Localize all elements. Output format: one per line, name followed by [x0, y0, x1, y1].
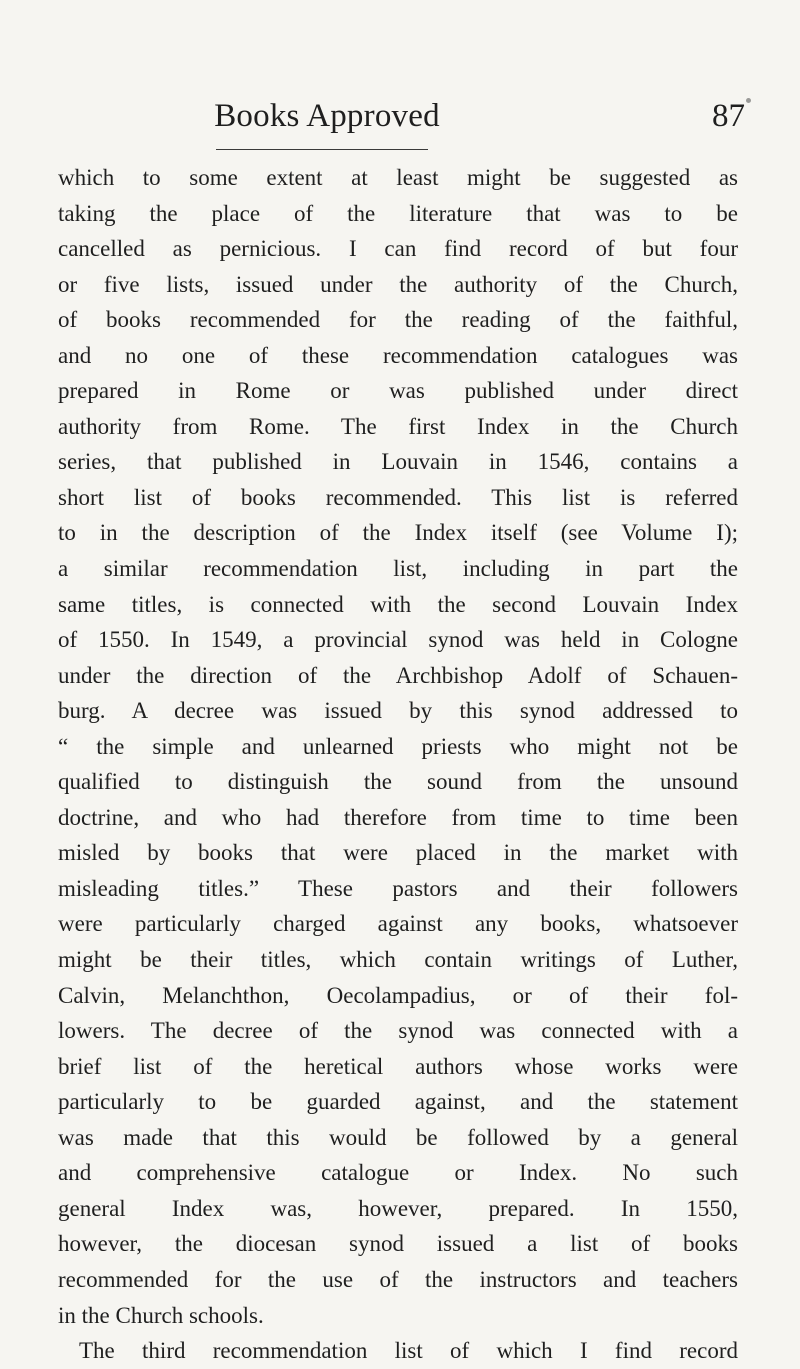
text-line: Calvin, Melanchthon, Oecolampadius, or of their fol- [58, 982, 738, 1008]
text-line: and comprehensive catalogue or Index. No such [58, 1160, 738, 1186]
text-line: was made that this would be followed by a general [58, 1124, 738, 1150]
text-line: taking the place of the literature that was to be [58, 200, 738, 226]
text-line: and no one of these recommendation catalogues was [58, 342, 738, 368]
text-line: which to some extent at least might be suggested as [58, 165, 738, 190]
text-line: general Index was, however, prepared. In 1550, [58, 1195, 738, 1221]
text-line: authority from Rome. The first Index in the Church [58, 413, 738, 439]
text-line: of books recommended for the reading of the faithful, [58, 307, 738, 333]
running-head [0, 96, 800, 136]
text-line: or five lists, issued under the authority of the Church, [58, 271, 738, 297]
text-line: “ the simple and unlearned priests who might not be [58, 733, 738, 759]
text-line: brief list of the heretical authors whose works were [58, 1053, 738, 1079]
text-line: The third recommendation list of which I find record [79, 1338, 738, 1364]
text-line: a similar recommendation list, including in part the [58, 556, 738, 582]
text-line: doctrine, and who had therefore from time to time been [58, 804, 738, 830]
text-line: were particularly charged against any books, whatsoever [58, 911, 738, 937]
text-line: of 1550. In 1549, a provincial synod was held in Cologne [58, 627, 738, 653]
text-line: might be their titles, which contain writings of Luther, [58, 947, 738, 973]
page-number: 87 [712, 98, 745, 134]
text-line: same titles, is connected with the second Louvain Index [58, 591, 738, 617]
text-line: in the Church schools. [58, 1302, 264, 1328]
body-text [58, 160, 738, 1369]
text-line: cancelled as pernicious. I can find record of but four [58, 236, 738, 262]
text-line: particularly to be guarded against, and the statement [58, 1089, 738, 1115]
text-line: under the direction of the Archbishop Adolf of Schauen- [58, 662, 738, 688]
text-line: lowers. The decree of the synod was connected with a [58, 1018, 738, 1044]
text-line: burg. A decree was issued by this synod addressed to [58, 698, 738, 724]
text-line: to in the description of the Index itself (see Volume I); [58, 520, 738, 546]
text-line: recommended for the use of the instructors and teachers [58, 1266, 738, 1292]
text-line: prepared in Rome or was published under direct [58, 378, 738, 404]
text-line: series, that published in Louvain in 1546, contains a [58, 449, 738, 475]
header-rule [216, 149, 428, 150]
text-line: misled by books that were placed in the market with [58, 840, 738, 866]
text-line: however, the diocesan synod issued a list of books [58, 1231, 738, 1257]
running-title: Books Approved [214, 98, 440, 134]
text-line: short list of books recommended. This list is referred [58, 484, 738, 510]
text-line: qualified to distinguish the sound from the unsound [58, 769, 738, 795]
text-line: misleading titles.” These pastors and their followers [58, 875, 738, 901]
